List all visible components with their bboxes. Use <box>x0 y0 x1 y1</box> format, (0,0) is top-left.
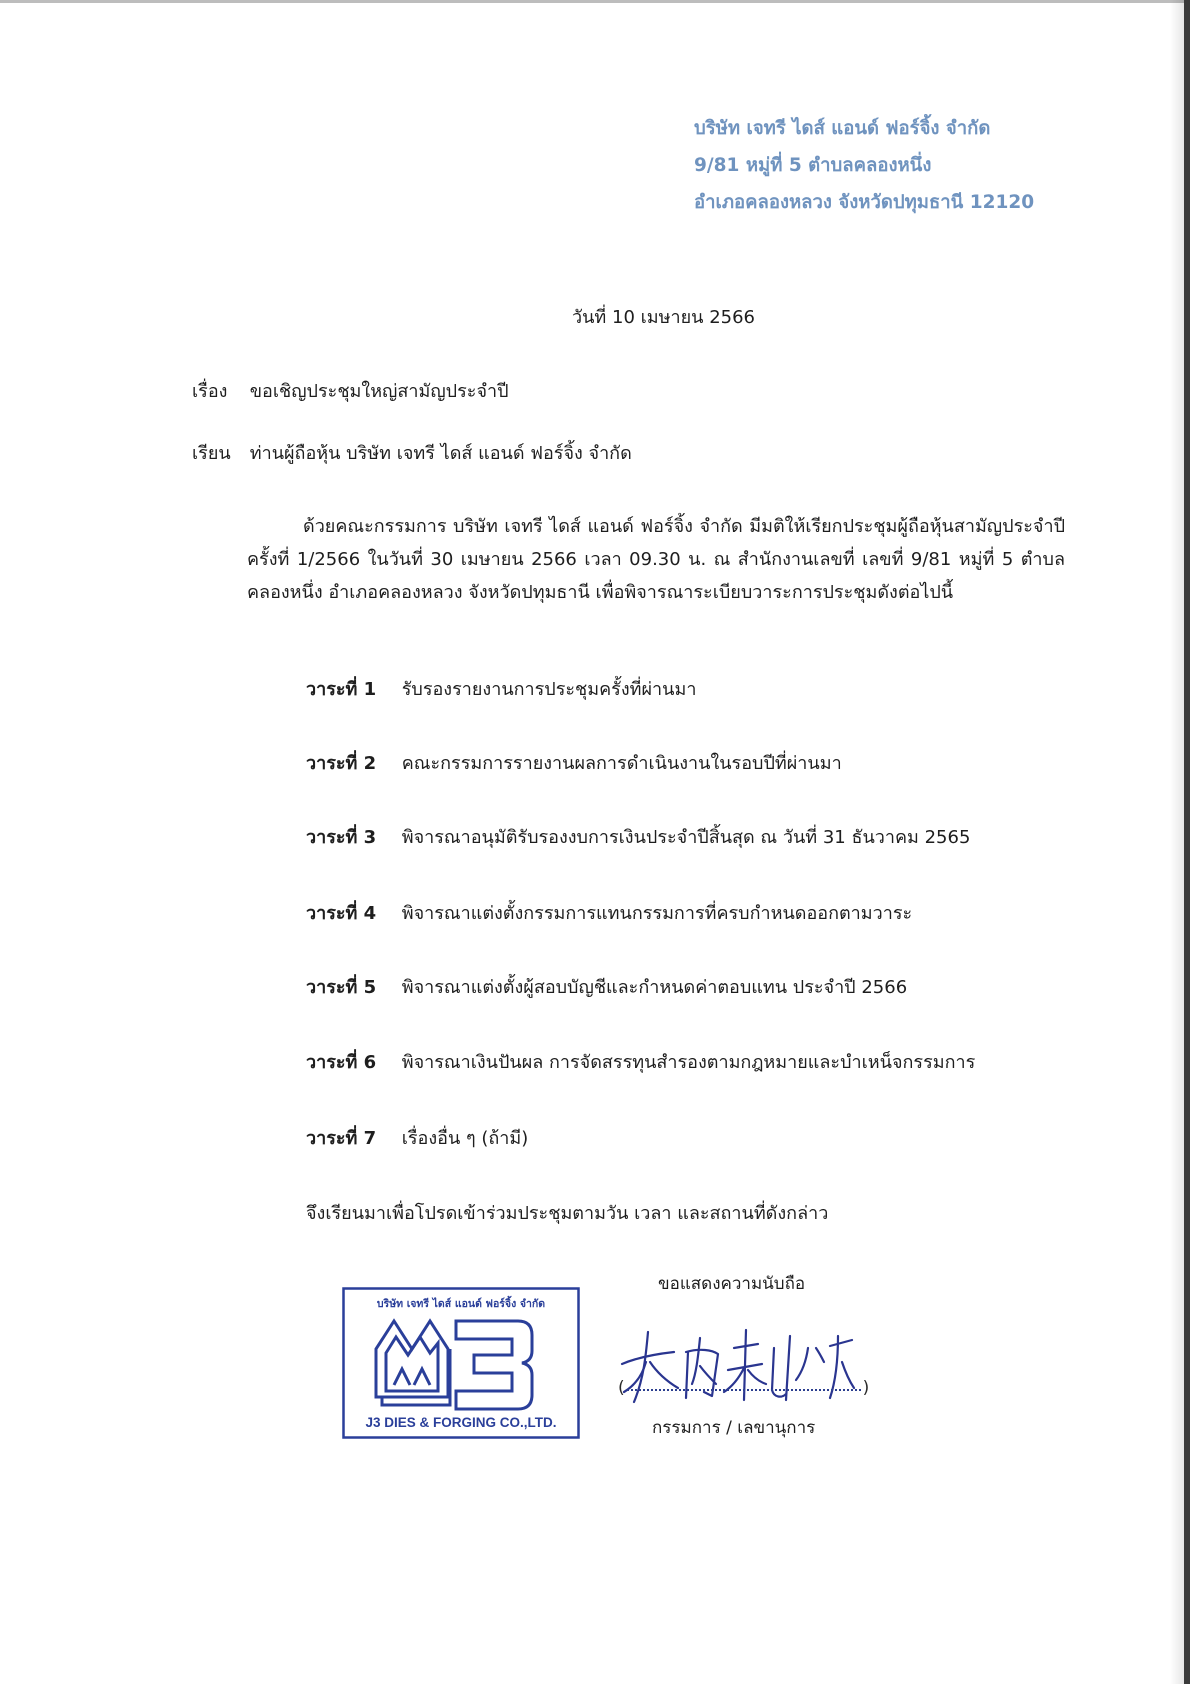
scan-right-edge <box>1184 0 1190 1684</box>
agenda-item <box>306 748 842 777</box>
agenda-text: เรื่องอื่น ๆ (ถ้ามี) <box>401 1128 529 1149</box>
agenda-number: วาระที่ 7 <box>306 1128 377 1149</box>
recipient-text: ท่านผู้ถือหุ้น บริษัท เจทรี ไดส์ แอนด์ ฟอร์จิ้ง จำกัด <box>249 443 632 464</box>
company-stamp-graphic <box>342 1287 580 1439</box>
subject-label: เรื่อง <box>192 381 228 402</box>
body-text: ด้วยคณะกรรมการ บริษัท เจทรี ไดส์ แอนด์ ฟอร์จิ้ง จำกัด มีมติให้เรียกประชุมผู้ถือหุ้นสามัญประจำปี ครั้งที่ 1/2566 ในวันที่ 30 เมษายน 2566 เวลา 09.30 น. ณ สำนักงานเลขที่ เลขที่ 9/81 หมู่ที่ 5 ตำบลคลองหนึ่ง อำเภอคลองหลวง จังหวัดปทุมธานี เพื่อพิจารณาระเบียบวาระการประชุมดังต่อไปนี้ <box>247 516 1065 603</box>
agenda-text: พิจารณาแต่งตั้งกรรมการแทนกรรมการที่ครบกำหนดออกตามวาระ <box>401 903 913 924</box>
subject-line <box>192 376 509 405</box>
agenda-text: คณะกรรมการรายงานผลการดำเนินงานในรอบปีที่ผ่านมา <box>401 753 842 774</box>
agenda-item <box>306 972 907 1001</box>
letterhead-address <box>694 110 1034 221</box>
sender-address-line2: อำเภอคลองหลวง จังหวัดปทุมธานี 12120 <box>694 192 1035 213</box>
subject-text: ขอเชิญประชุมใหญ่สามัญประจำปี <box>249 381 509 402</box>
body-paragraph <box>247 510 1065 609</box>
signature-line <box>618 1378 869 1398</box>
regards-text: ขอแสดงความนับถือ <box>658 1274 806 1294</box>
stamp-logo-mark <box>376 1321 532 1409</box>
handwritten-signature <box>616 1318 876 1422</box>
signatory-position: กรรมการ / เลขานุการ <box>652 1418 816 1438</box>
letter-date: วันที่ 10 เมษายน 2566 <box>572 307 755 328</box>
recipient-line <box>192 438 632 467</box>
agenda-number: วาระที่ 1 <box>306 679 377 700</box>
sender-company: บริษัท เจทรี ไดส์ แอนด์ ฟอร์จิ้ง จำกัด <box>694 118 991 139</box>
agenda-number: วาระที่ 3 <box>306 827 377 848</box>
stamp-company-th: บริษัท เจทรี ไดส์ แอนด์ ฟอร์จิ้ง จำกัด <box>376 1298 546 1310</box>
recipient-label: เรียน <box>192 443 231 464</box>
stamp-company-en: J3 DIES & FORGING CO.,LTD. <box>365 1415 557 1430</box>
agenda-item <box>306 1123 528 1152</box>
closing-sentence: จึงเรียนมาเพื่อโปรดเข้าร่วมประชุมตามวัน เวลา และสถานที่ดังกล่าว <box>306 1203 829 1224</box>
agenda-number: วาระที่ 6 <box>306 1052 377 1073</box>
agenda-item <box>306 1047 975 1076</box>
signature-scribble <box>616 1318 876 1418</box>
agenda-item <box>306 674 696 703</box>
agenda-number: วาระที่ 5 <box>306 977 377 998</box>
signature-close-paren: ) <box>862 1378 870 1398</box>
scan-shadow <box>1170 0 1184 1684</box>
signature-dotted-line <box>627 1389 861 1391</box>
sender-address-line1: 9/81 หมู่ที่ 5 ตำบลคลองหนึ่ง <box>694 155 932 176</box>
agenda-number: วาระที่ 4 <box>306 903 377 924</box>
agenda-item <box>306 822 970 851</box>
agenda-item <box>306 898 912 927</box>
agenda-number: วาระที่ 2 <box>306 753 377 774</box>
agenda-text: พิจารณาอนุมัติรับรองงบการเงินประจำปีสิ้นสุด ณ วันที่ 31 ธันวาคม 2565 <box>401 827 971 848</box>
scan-top-edge <box>0 0 1190 3</box>
agenda-text: รับรองรายงานการประชุมครั้งที่ผ่านมา <box>401 679 697 700</box>
signature-open-paren: ( <box>618 1378 625 1398</box>
agenda-text: พิจารณาแต่งตั้งผู้สอบบัญชีและกำหนดค่าตอบแทน ประจำปี 2566 <box>401 977 908 998</box>
agenda-text: พิจารณาเงินปันผล การจัดสรรทุนสำรองตามกฎหมายและบำเหน็จกรรมการ <box>401 1052 976 1073</box>
company-stamp <box>342 1287 580 1443</box>
